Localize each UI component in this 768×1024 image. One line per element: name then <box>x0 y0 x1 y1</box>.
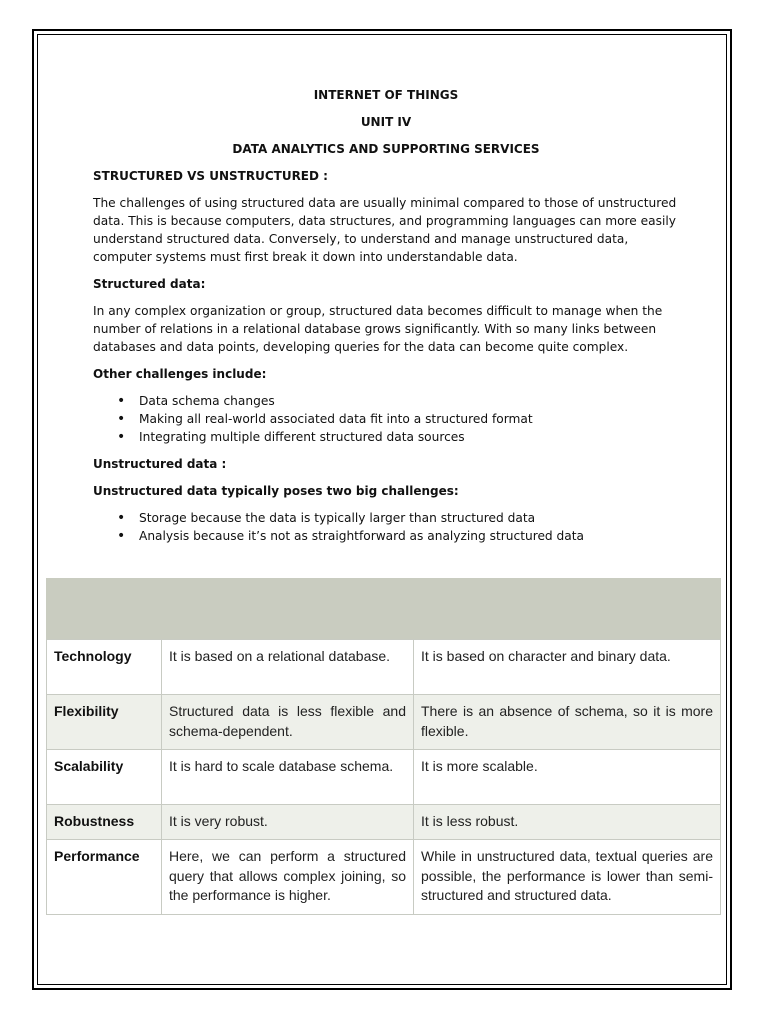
section-heading-two-challenges: Unstructured data typically poses two big challenges: <box>93 484 459 498</box>
unstructured-cell: While in unstructured data, textual queries are possible, the performance is lower than semi-structured and structured data. <box>414 840 721 915</box>
unit-subtitle: DATA ANALYTICS AND SUPPORTING SERVICES <box>232 142 540 156</box>
intro-paragraph: The challenges of using structured data are usually minimal compared to those of unstructured data. This is because computers, data structures, and programming languages can more easily understand structured data. Conversely, to understand and manage unstructured data, computer systems must first break it down into understandable data. <box>93 196 677 264</box>
row-attribute: Robustness <box>47 805 162 840</box>
list-item: • Analysis because it’s not as straightforward as analyzing structured data <box>139 527 679 545</box>
row-attribute: Performance <box>47 840 162 915</box>
table-row <box>47 805 721 840</box>
row-attribute: Scalability <box>47 750 162 805</box>
structured-cell: It is very robust. <box>162 805 414 840</box>
structured-data-paragraph: In any complex organization or group, structured data becomes difficult to manage when the number of relations in a relational database grows significantly. With so many links between databases and data points, developing queries for the data can become quite complex. <box>93 304 663 354</box>
structured-cell: Structured data is less flexible and schema-dependent. <box>162 695 414 750</box>
row-attribute: Technology <box>47 640 162 695</box>
list-item: • Integrating multiple different structured data sources <box>139 428 679 446</box>
unstructured-challenges-list <box>93 509 679 545</box>
table-row <box>47 750 721 805</box>
table-row <box>47 695 721 750</box>
comparison-table-body <box>46 639 721 915</box>
row-attribute: Flexibility <box>47 695 162 750</box>
table-header-band <box>46 578 721 639</box>
structured-cell: It is based on a relational database. <box>162 640 414 695</box>
list-item: • Storage because the data is typically larger than structured data <box>139 509 679 527</box>
list-item: • Data schema changes <box>139 392 679 410</box>
unstructured-cell: It is less robust. <box>414 805 721 840</box>
structured-cell: Here, we can perform a structured query that allows complex joining, so the performance is higher. <box>162 840 414 915</box>
unit-label: UNIT IV <box>360 115 412 129</box>
unstructured-cell: There is an absence of schema, so it is more flexible. <box>414 695 721 750</box>
unstructured-cell: It is based on character and binary data. <box>414 640 721 695</box>
unstructured-cell: It is more scalable. <box>414 750 721 805</box>
section-heading-other-challenges: Other challenges include: <box>93 367 267 381</box>
section-heading-structured-data: Structured data: <box>93 277 206 291</box>
document-title: INTERNET OF THINGS <box>313 88 459 102</box>
list-item: • Making all real-world associated data fit into a structured format <box>139 410 679 428</box>
comparison-table <box>46 578 721 915</box>
table-row <box>47 840 721 915</box>
section-heading-unstructured-data: Unstructured data : <box>93 457 227 471</box>
table-row <box>47 640 721 695</box>
section-heading-structured-vs-unstructured: STRUCTURED VS UNSTRUCTURED : <box>93 169 328 183</box>
structured-cell: It is hard to scale database schema. <box>162 750 414 805</box>
other-challenges-list <box>93 392 679 446</box>
document-body <box>93 86 679 554</box>
